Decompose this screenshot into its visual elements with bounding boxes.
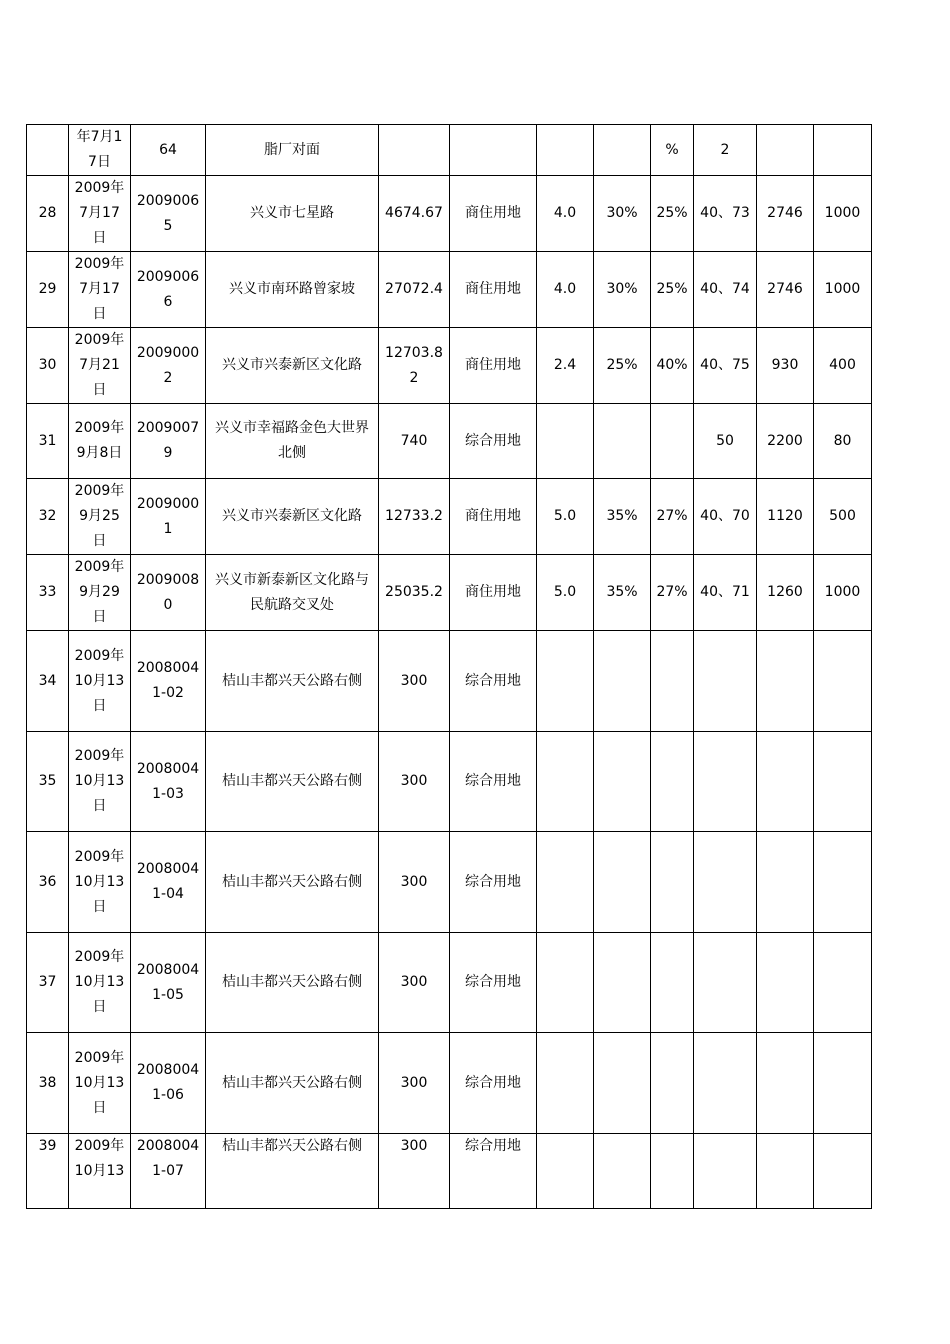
price-cell: [757, 1033, 814, 1134]
area-cell: 12703.82: [379, 328, 450, 404]
area-cell: 300: [379, 631, 450, 732]
term-years-cell: 40、73: [694, 176, 757, 252]
plot-ratio-cell: 5.0: [537, 479, 594, 555]
price-cell: [757, 1134, 814, 1209]
term-years-cell: 40、70: [694, 479, 757, 555]
green-ratio-cell: 40%: [651, 328, 694, 404]
table-row: [27, 1033, 872, 1134]
area-cell: 27072.4: [379, 252, 450, 328]
date-cell: 2009年7月17日: [69, 176, 131, 252]
land-use-cell: 综合用地: [450, 732, 537, 832]
location-cell: 桔山丰都兴天公路右侧: [206, 832, 379, 933]
parcel-code-cell: 20090079: [131, 404, 206, 479]
row-number-cell: 38: [27, 1033, 69, 1134]
land-use-cell: 商住用地: [450, 252, 537, 328]
area-cell: 300: [379, 1033, 450, 1134]
term-years-cell: [694, 631, 757, 732]
land-use-cell: 综合用地: [450, 933, 537, 1033]
area-cell: 25035.2: [379, 555, 450, 631]
date-cell: 2009年9月8日: [69, 404, 131, 479]
deposit-cell: 400: [814, 328, 872, 404]
parcel-code-cell: 20090065: [131, 176, 206, 252]
plot-ratio-cell: [537, 1033, 594, 1134]
row-number-cell: 34: [27, 631, 69, 732]
date-cell: 2009年7月17日: [69, 252, 131, 328]
parcel-code-cell: 20090080: [131, 555, 206, 631]
deposit-cell: [814, 1134, 872, 1209]
parcel-code-cell: 20080041-06: [131, 1033, 206, 1134]
row-number-cell: 29: [27, 252, 69, 328]
term-years-cell: 40、71: [694, 555, 757, 631]
row-number-cell: 31: [27, 404, 69, 479]
price-cell: 2200: [757, 404, 814, 479]
table-row: [27, 631, 872, 732]
row-number-cell: 37: [27, 933, 69, 1033]
building-density-cell: [594, 832, 651, 933]
plot-ratio-cell: 4.0: [537, 252, 594, 328]
date-cell: 2009年10月13日: [69, 631, 131, 732]
land-use-cell: 综合用地: [450, 1134, 537, 1209]
table-row: [27, 732, 872, 832]
land-use-cell: 综合用地: [450, 832, 537, 933]
price-cell: 2746: [757, 252, 814, 328]
building-density-cell: 30%: [594, 252, 651, 328]
term-years-cell: [694, 933, 757, 1033]
green-ratio-cell: [651, 732, 694, 832]
building-density-cell: 35%: [594, 555, 651, 631]
row-number-cell: 32: [27, 479, 69, 555]
location-cell: 兴义市南环路曾家坡: [206, 252, 379, 328]
building-density-cell: 35%: [594, 479, 651, 555]
location-cell: 兴义市七星路: [206, 176, 379, 252]
price-cell: 1120: [757, 479, 814, 555]
price-cell: [757, 832, 814, 933]
term-years-cell: 50: [694, 404, 757, 479]
parcel-code-cell: 20090001: [131, 479, 206, 555]
building-density-cell: [594, 1033, 651, 1134]
location-cell: 桔山丰都兴天公路右侧: [206, 1134, 379, 1209]
plot-ratio-cell: [537, 404, 594, 479]
price-cell: [757, 125, 814, 176]
price-cell: 1260: [757, 555, 814, 631]
location-cell: 桔山丰都兴天公路右侧: [206, 1033, 379, 1134]
table-row: [27, 176, 872, 252]
table-row: [27, 404, 872, 479]
price-cell: [757, 631, 814, 732]
parcel-code-cell: 20080041-07: [131, 1134, 206, 1209]
parcel-code-cell: 20080041-04: [131, 832, 206, 933]
area-cell: 300: [379, 1134, 450, 1209]
parcel-code-cell: 20080041-05: [131, 933, 206, 1033]
location-cell: 兴义市兴泰新区文化路: [206, 328, 379, 404]
deposit-cell: 1000: [814, 555, 872, 631]
plot-ratio-cell: [537, 125, 594, 176]
deposit-cell: [814, 933, 872, 1033]
area-cell: 12733.2: [379, 479, 450, 555]
date-cell: 2009年9月25日: [69, 479, 131, 555]
date-cell: 2009年10月13日: [69, 732, 131, 832]
plot-ratio-cell: [537, 732, 594, 832]
parcel-code-cell: 20090002: [131, 328, 206, 404]
area-cell: 300: [379, 732, 450, 832]
row-number-cell: 28: [27, 176, 69, 252]
table-row: [27, 1134, 872, 1209]
term-years-cell: [694, 732, 757, 832]
term-years-cell: 40、75: [694, 328, 757, 404]
land-use-cell: 商住用地: [450, 555, 537, 631]
date-cell: 2009年10月13日: [69, 832, 131, 933]
building-density-cell: [594, 404, 651, 479]
location-cell: 兴义市幸福路金色大世界北侧: [206, 404, 379, 479]
area-cell: 300: [379, 933, 450, 1033]
plot-ratio-cell: [537, 631, 594, 732]
plot-ratio-cell: 4.0: [537, 176, 594, 252]
green-ratio-cell: [651, 404, 694, 479]
plot-ratio-cell: 2.4: [537, 328, 594, 404]
date-cell: 2009年10月13: [69, 1134, 131, 1209]
term-years-cell: [694, 1134, 757, 1209]
area-cell: 4674.67: [379, 176, 450, 252]
location-cell: 兴义市兴泰新区文化路: [206, 479, 379, 555]
row-number-cell: 36: [27, 832, 69, 933]
area-cell: 300: [379, 832, 450, 933]
date-cell: 2009年9月29日: [69, 555, 131, 631]
location-cell: 桔山丰都兴天公路右侧: [206, 732, 379, 832]
table-row: [27, 933, 872, 1033]
green-ratio-cell: [651, 933, 694, 1033]
parcel-code-cell: 20080041-02: [131, 631, 206, 732]
plot-ratio-cell: [537, 933, 594, 1033]
area-cell: 740: [379, 404, 450, 479]
table-row: [27, 252, 872, 328]
land-use-cell: 综合用地: [450, 1033, 537, 1134]
table-row: [27, 125, 872, 176]
parcel-code-cell: 64: [131, 125, 206, 176]
price-cell: [757, 732, 814, 832]
parcel-code-cell: 20080041-03: [131, 732, 206, 832]
area-cell: [379, 125, 450, 176]
location-cell: 桔山丰都兴天公路右侧: [206, 631, 379, 732]
building-density-cell: [594, 732, 651, 832]
price-cell: 930: [757, 328, 814, 404]
deposit-cell: [814, 832, 872, 933]
row-number-cell: 33: [27, 555, 69, 631]
land-use-cell: 商住用地: [450, 176, 537, 252]
deposit-cell: 500: [814, 479, 872, 555]
green-ratio-cell: 25%: [651, 252, 694, 328]
table-body: [27, 125, 872, 1209]
land-use-cell: 商住用地: [450, 328, 537, 404]
date-cell: 2009年7月21日: [69, 328, 131, 404]
green-ratio-cell: 25%: [651, 176, 694, 252]
green-ratio-cell: 27%: [651, 479, 694, 555]
green-ratio-cell: [651, 832, 694, 933]
building-density-cell: 25%: [594, 328, 651, 404]
price-cell: 2746: [757, 176, 814, 252]
building-density-cell: [594, 631, 651, 732]
green-ratio-cell: 27%: [651, 555, 694, 631]
deposit-cell: 1000: [814, 252, 872, 328]
building-density-cell: [594, 933, 651, 1033]
location-cell: 兴义市新泰新区文化路与民航路交叉处: [206, 555, 379, 631]
deposit-cell: [814, 1033, 872, 1134]
plot-ratio-cell: [537, 1134, 594, 1209]
table-row: [27, 479, 872, 555]
building-density-cell: [594, 1134, 651, 1209]
date-cell: 年7月17日: [69, 125, 131, 176]
term-years-cell: 2: [694, 125, 757, 176]
table-row: [27, 328, 872, 404]
term-years-cell: 40、74: [694, 252, 757, 328]
location-cell: 脂厂对面: [206, 125, 379, 176]
green-ratio-cell: [651, 1134, 694, 1209]
plot-ratio-cell: [537, 832, 594, 933]
location-cell: 桔山丰都兴天公路右侧: [206, 933, 379, 1033]
plot-ratio-cell: 5.0: [537, 555, 594, 631]
row-number-cell: 39: [27, 1134, 69, 1209]
land-use-cell: 商住用地: [450, 479, 537, 555]
term-years-cell: [694, 832, 757, 933]
price-cell: [757, 933, 814, 1033]
land-use-cell: 综合用地: [450, 404, 537, 479]
deposit-cell: 1000: [814, 176, 872, 252]
deposit-cell: [814, 125, 872, 176]
row-number-cell: 30: [27, 328, 69, 404]
table-row: [27, 832, 872, 933]
deposit-cell: [814, 631, 872, 732]
row-number-cell: 35: [27, 732, 69, 832]
table-row: [27, 555, 872, 631]
land-transfer-table: [26, 124, 872, 1209]
date-cell: 2009年10月13日: [69, 1033, 131, 1134]
deposit-cell: 80: [814, 404, 872, 479]
land-use-cell: 综合用地: [450, 631, 537, 732]
deposit-cell: [814, 732, 872, 832]
parcel-code-cell: 20090066: [131, 252, 206, 328]
green-ratio-cell: %: [651, 125, 694, 176]
green-ratio-cell: [651, 631, 694, 732]
date-cell: 2009年10月13日: [69, 933, 131, 1033]
land-use-cell: [450, 125, 537, 176]
term-years-cell: [694, 1033, 757, 1134]
green-ratio-cell: [651, 1033, 694, 1134]
building-density-cell: [594, 125, 651, 176]
building-density-cell: 30%: [594, 176, 651, 252]
row-number-cell: [27, 125, 69, 176]
